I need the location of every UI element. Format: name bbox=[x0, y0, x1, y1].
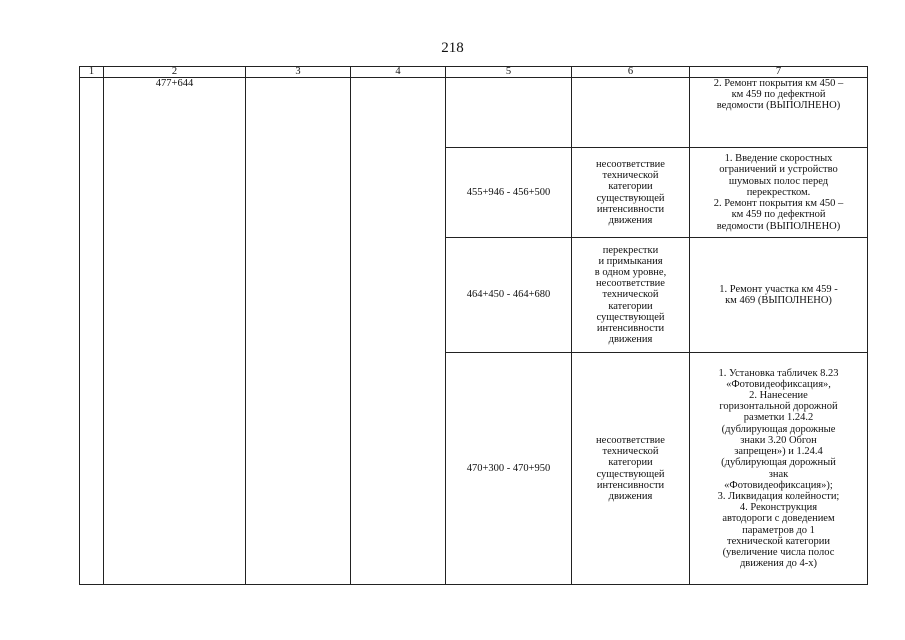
road-measures-table bbox=[79, 66, 868, 585]
table-row bbox=[80, 78, 868, 148]
measures-cell: 1. Введение скоростных ограничений и устройство шумовых полос перед перекрестком. 2. Ремонт покрытия км 450 – км 459 по дефектной ведомости (ВЫПОЛНЕНО) bbox=[690, 148, 868, 238]
header-cell: 4 bbox=[351, 67, 446, 78]
measures-cell: 2. Ремонт покрытия км 450 – км 459 по дефектной ведомости (ВЫПОЛНЕНО) bbox=[690, 78, 868, 148]
page-number: 218 bbox=[441, 40, 464, 56]
header-cell: 1 bbox=[80, 67, 104, 78]
header-cell: 5 bbox=[446, 67, 572, 78]
col3-cell bbox=[246, 78, 351, 585]
header-cell: 6 bbox=[572, 67, 690, 78]
km-cell: 464+450 - 464+680 bbox=[446, 238, 572, 353]
km-cell: 455+946 - 456+500 bbox=[446, 148, 572, 238]
reason-cell: несоответствие технической категории существующей интенсивности движения bbox=[572, 353, 690, 585]
km-cell bbox=[446, 78, 572, 148]
measures-cell: 1. Ремонт участка км 459 - км 469 (ВЫПОЛНЕНО) bbox=[690, 238, 868, 353]
header-cell: 7 bbox=[690, 67, 868, 78]
header-cell: 2 bbox=[104, 67, 246, 78]
header-cell: 3 bbox=[246, 67, 351, 78]
reason-cell: перекрестки и примыкания в одном уровне, несоответствие технической категории существующей интенсивности движения bbox=[572, 238, 690, 353]
col2-cell: 477+644 bbox=[104, 78, 246, 585]
km-cell: 470+300 - 470+950 bbox=[446, 353, 572, 585]
reason-cell bbox=[572, 78, 690, 148]
col4-cell bbox=[351, 78, 446, 585]
reason-cell: несоответствие технической категории существующей интенсивности движения bbox=[572, 148, 690, 238]
header-row bbox=[80, 67, 868, 78]
col1-cell bbox=[80, 78, 104, 585]
measures-cell: 1. Установка табличек 8.23 «Фотовидеофиксация», 2. Нанесение горизонтальной дорожной разметки 1.24.2 (дублирующая дорожные знаки 3.20 Обгон запрещен») и 1.24.4 (дублирующая дорожный знак «Фотовидеофиксация»); 3. Ликвидация колейности; 4. Реконструкция автодороги с доведением параметров до 1 технической категории (увеличение числа полос движения до 4-х) bbox=[690, 353, 868, 585]
